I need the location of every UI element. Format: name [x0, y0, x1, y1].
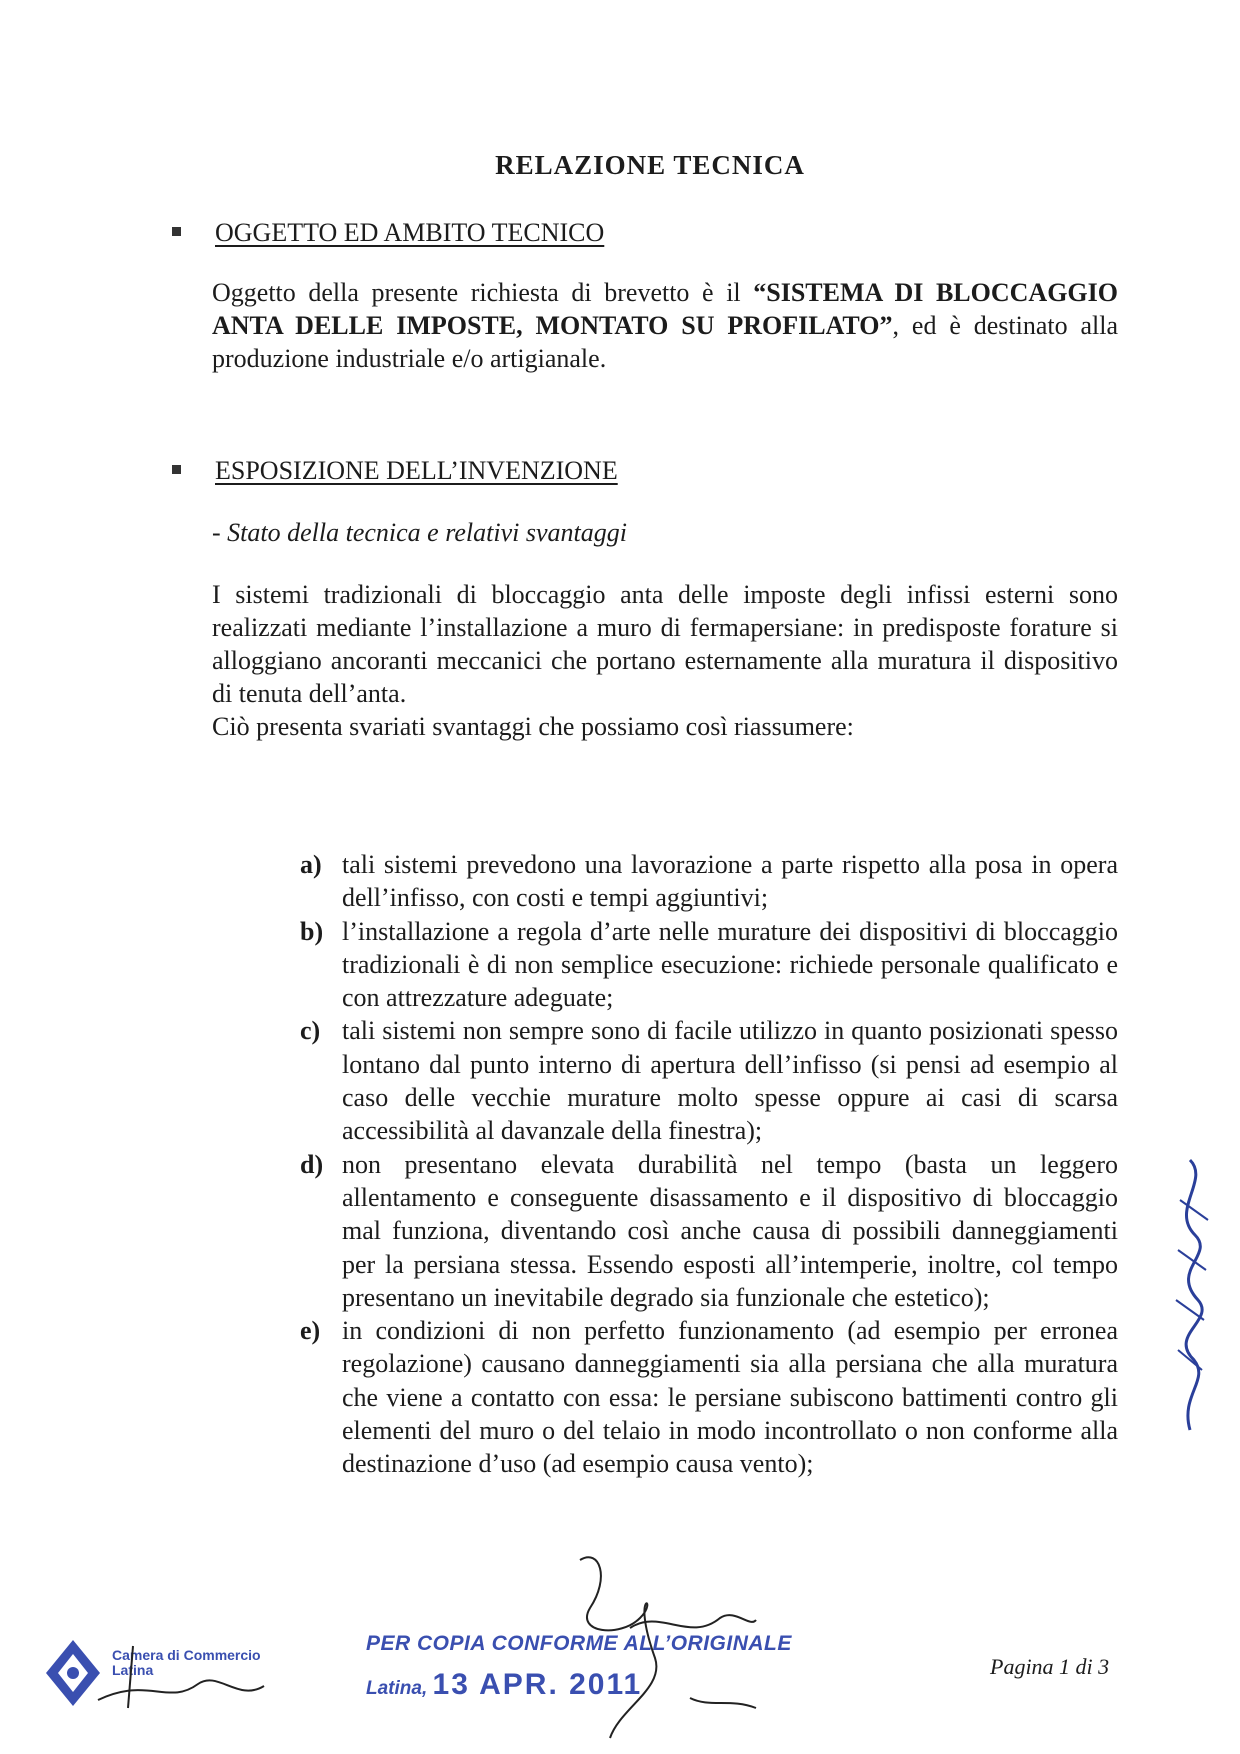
section-heading-object: OGGETTO ED AMBITO TECNICO — [172, 218, 604, 248]
list-item: c) tali sistemi non sempre sono di facile utilizzo in quanto posizionati spesso lontano dal punto interno di apertura dell’infisso (si pensi ad esempio al caso delle vecchie murature molto spesse oppure ai casi di scarsa accessibilità al davanzale della finestra); — [300, 1016, 1118, 1146]
disadvantages-list — [300, 848, 1118, 1481]
certified-copy-stamp: PER COPIA CONFORME ALL’ORIGINALE Latina, 13 APR. 2011 — [366, 1632, 792, 1701]
list-item: a) tali sistemi prevedono una lavorazione a parte rispetto alla posa in opera dell’infisso, con costi e tempi aggiuntivi; — [300, 850, 1118, 913]
document-title: RELAZIONE TECNICA — [495, 150, 805, 180]
section-heading-invention: ESPOSIZIONE DELL’INVENZIONE — [172, 456, 618, 486]
bullet-icon — [172, 227, 181, 236]
list-item: d) non presentano elevata durabilità nel tempo (basta un leggero allentamento e conseguente disassamento e il dispositivo di bloccaggio mal funziona, diventando così anche causa di possibili danneggiamenti per la persiana stessa. Essendo esposti all’intemperie, inoltre, col tempo presentano un inevitabile degrado sia funzionale che estetico); — [300, 1149, 1118, 1312]
bullet-icon — [172, 465, 181, 474]
list-item: b) l’installazione a regola d’arte nelle murature dei dispositivi di bloccaggio tradizionali è di non semplice esecuzione: richiede personale qualificato e con attrezzature adeguate; — [300, 916, 1118, 1013]
official-signature — [560, 1548, 760, 1748]
chamber-of-commerce-logo: Camera di Commercio Latina — [38, 1636, 268, 1710]
disadvantages-intro: Ciò presenta svariati svantaggi che possiamo così riassumere: — [212, 712, 854, 741]
subheading-state-of-art: - Stato della tecnica e relativi svantaggi — [212, 518, 627, 547]
prior-art-paragraph: I sistemi tradizionali di bloccaggio anta delle imposte degli infissi esterni sono realizzati mediante l’installazione a muro di fermapersiane: in predisposte forature si alloggiano ancoranti meccanici che portano esternamente alla muratura il dispositivo di tenuta dell’anta. — [212, 580, 1118, 708]
stamp-date: 13 APR. 2011 — [432, 1668, 643, 1701]
margin-signature — [1150, 1140, 1220, 1440]
logo-signature — [38, 1636, 268, 1710]
object-paragraph: Oggetto della presente richiesta di brevetto è il “SISTEMA DI BLOCCAGGIO ANTA DELLE IMPOSTE, MONTATO SU PROFILATO”, ed è destinato alla produzione industriale e/o artigianale. — [212, 278, 1119, 373]
page-number: Pagina 1 di 3 — [990, 1654, 1110, 1679]
list-item: e) in condizioni di non perfetto funzionamento (ad esempio per erronea regolazione) causano danneggiamenti sia alla persiana che alla muratura che viene a contatto con essa: le persiane subiscono battimenti contro gli elementi del muro o del telaio in modo incontrollato o non conforme alla destinazione d’uso (ad esempio causa vento); — [300, 1316, 1118, 1479]
